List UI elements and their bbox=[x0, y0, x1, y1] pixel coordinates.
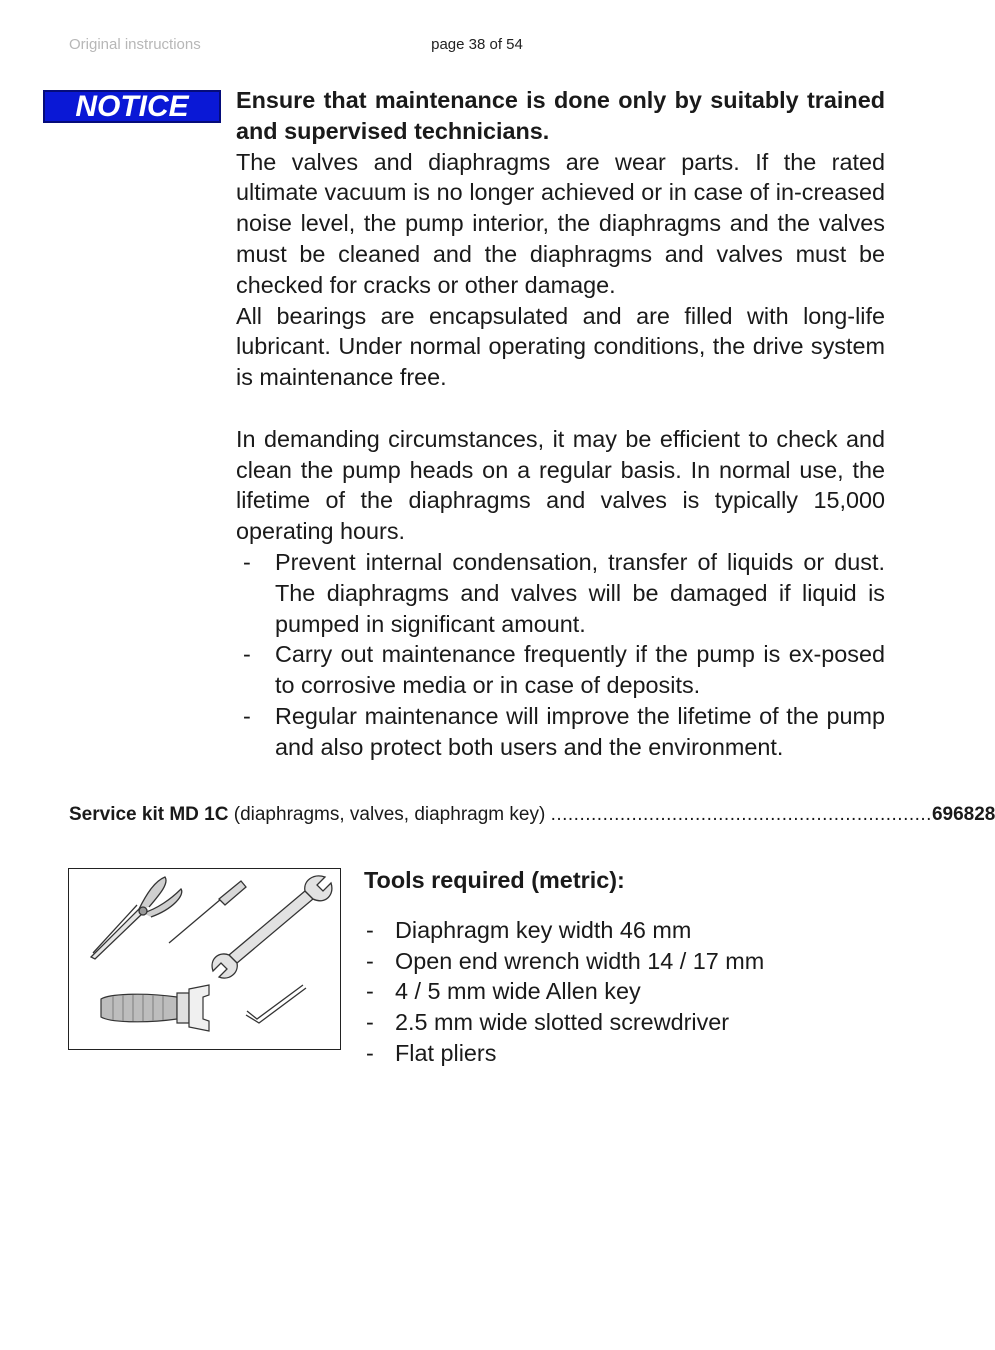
list-item bbox=[364, 976, 884, 1007]
paragraph-bearings: All bearings are encapsulated and are filled with long-life lubricant. Under normal operating conditions, the drive system is maintenance free. bbox=[236, 302, 885, 391]
notice-bold-intro: Ensure that maintenance is done only by suitably trained and supervised technicians. bbox=[236, 87, 885, 144]
service-kit-name: Service kit MD 1C bbox=[69, 804, 229, 825]
list-item-text: Regular maintenance will improve the lifetime of the pump and also protect both users and the environment. bbox=[275, 702, 885, 760]
notice-badge: NOTICE bbox=[43, 90, 221, 123]
tools-illustration bbox=[68, 868, 341, 1050]
list-dash: - bbox=[366, 1039, 374, 1066]
notice-content bbox=[236, 85, 885, 763]
tool-item: Diaphragm key width 46 mm bbox=[395, 916, 692, 943]
tool-item: Open end wrench width 14 / 17 mm bbox=[395, 947, 765, 974]
list-dash: - bbox=[243, 548, 251, 575]
pliers-icon bbox=[91, 877, 182, 959]
tool-item: Flat pliers bbox=[395, 1039, 497, 1066]
service-kit-number: 696828 bbox=[931, 804, 995, 825]
list-dash: - bbox=[243, 702, 251, 729]
list-item bbox=[236, 547, 885, 639]
service-kit-description: (diaphragms, valves, diaphragm key) bbox=[233, 804, 546, 825]
paragraph-wear-parts: The valves and diaphragms are wear parts. If the rated ultimate vacuum is no longer achieved or in case of in-creased noise level, the pump interior, the diaphragms and the valves must be cleaned and the diaphragms and valves must be checked for cracks or other damage. bbox=[236, 148, 885, 298]
list-dash: - bbox=[366, 1009, 374, 1036]
list-item-text: Carry out maintenance frequently if the pump is ex-posed to corrosive media or in case of deposits. bbox=[275, 641, 885, 699]
tools-drawing bbox=[69, 869, 339, 1048]
list-item-text: Prevent internal condensation, transfer of liquids or dust. The diaphragms and valves will be damaged if liquid is pumped in significant amount. bbox=[275, 548, 885, 637]
list-item bbox=[364, 915, 884, 946]
tools-section bbox=[364, 865, 884, 1069]
list-item bbox=[364, 1038, 884, 1069]
tools-title: Tools required (metric): bbox=[364, 867, 625, 893]
list-item bbox=[236, 639, 885, 701]
page-number: page 38 of 54 bbox=[431, 36, 523, 53]
list-item bbox=[364, 946, 884, 977]
paragraph-demanding: In demanding circumstances, it may be efficient to check and clean the pump heads on a regular basis. In normal use, the lifetime of the diaphragms and valves is typically 15,000 operating hours. bbox=[236, 425, 885, 545]
diaphragm-key-icon bbox=[101, 985, 209, 1031]
leader-dots: .................................................................. bbox=[550, 804, 932, 825]
list-dash: - bbox=[366, 978, 374, 1005]
list-dash: - bbox=[366, 916, 374, 943]
list-dash: - bbox=[366, 947, 374, 974]
header-left-label: Original instructions bbox=[69, 36, 201, 53]
list-dash: - bbox=[243, 641, 251, 668]
service-kit-line bbox=[69, 802, 995, 828]
tool-item: 4 / 5 mm wide Allen key bbox=[395, 978, 641, 1005]
allen-key-icon bbox=[246, 985, 306, 1023]
tool-item: 2.5 mm wide slotted screwdriver bbox=[395, 1009, 730, 1036]
list-item bbox=[364, 1007, 884, 1038]
list-item bbox=[236, 701, 885, 763]
